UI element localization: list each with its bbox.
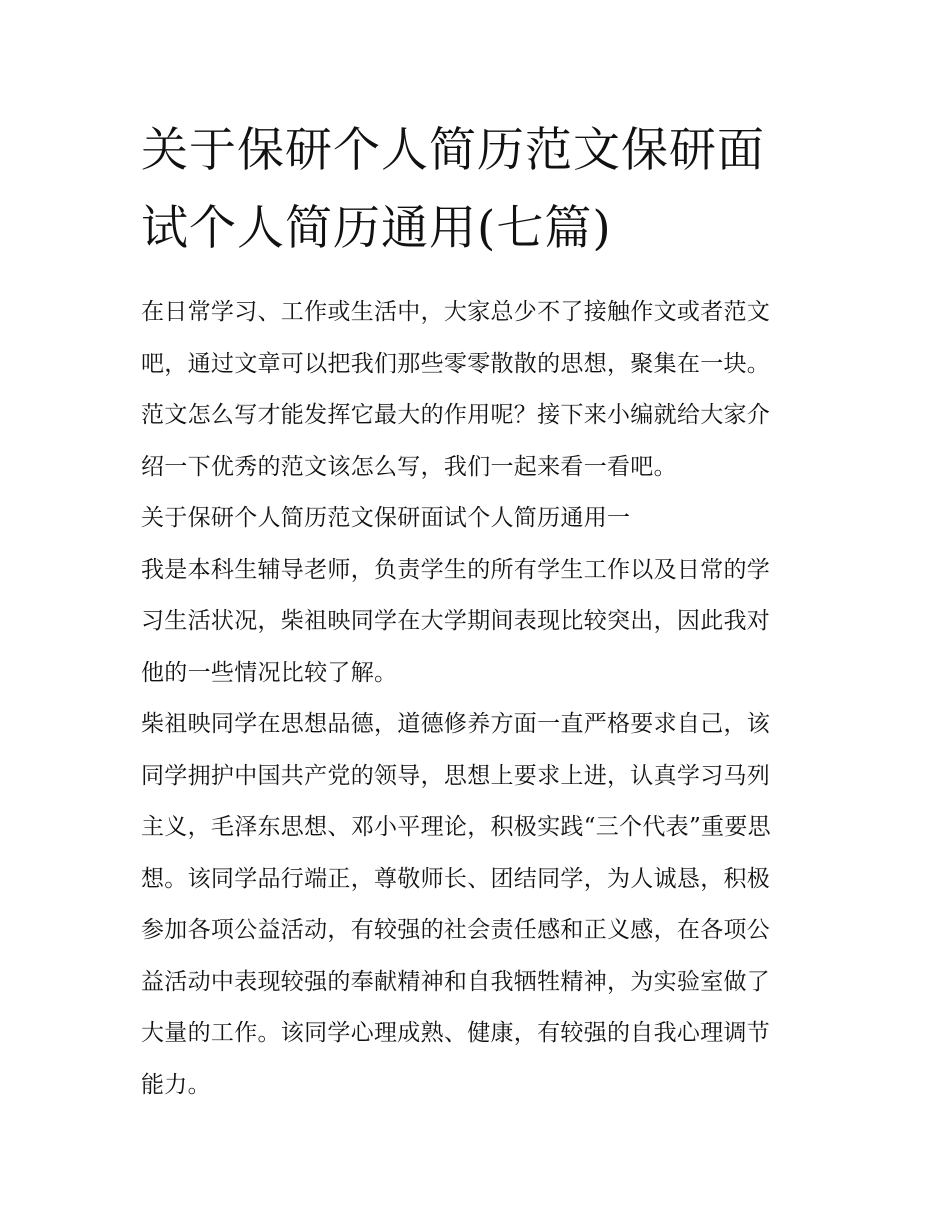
body-line: 他的一些情况比较了解。 — [141, 659, 398, 686]
section-heading: 关于保研个人简历范文保研面试个人简历通用一 — [141, 505, 631, 531]
document-body — [141, 287, 813, 1111]
body-line: 习生活状况，柴祖映同学在大学期间表现比较突出，因此我对 — [141, 608, 771, 634]
body-line: 我是本科生辅导老师，负责学生的所有学生工作以及日常的学 — [141, 556, 771, 583]
body-line: 绍一下优秀的范文该怎么写，我们一起来看一看吧。 — [141, 453, 677, 480]
body-line: 主义，毛泽东思想、邓小平理论，积极实践“三个代表”重要思 — [141, 814, 771, 840]
body-line: 在日常学习、工作或生活中，大家总少不了接触作文或者范文 — [141, 299, 771, 325]
title-line: 关于保研个人简历范文保研面 — [141, 123, 765, 178]
body-line: 同学拥护中国共产党的领导，思想上要求上进，认真学习马列 — [141, 762, 771, 789]
body-line: 能力。 — [141, 1071, 211, 1098]
body-line: 参加各项公益活动，有较强的社会责任感和正义感，在各项公 — [141, 917, 771, 943]
body-line: 范文怎么写才能发挥它最大的作用呢？接下来小编就给大家介 — [141, 402, 771, 428]
body-line: 大量的工作。该同学心理成熟、健康，有较强的自我心理调节 — [141, 1020, 771, 1046]
document-title — [141, 112, 813, 268]
body-line: 吧，通过文章可以把我们那些零零散散的思想，聚集在一块。 — [141, 350, 771, 377]
document-content — [141, 112, 813, 1111]
title-line: 试个人简历通用(七篇) — [141, 201, 612, 256]
body-line: 想。该同学品行端正，尊敬师长、团结同学，为人诚恳，积极 — [141, 865, 771, 892]
body-line: 柴祖映同学在思想品德，道德修养方面一直严格要求自己，该 — [141, 711, 771, 737]
body-line: 益活动中表现较强的奉献精神和自我牺牲精神，为实验室做了 — [141, 968, 771, 995]
